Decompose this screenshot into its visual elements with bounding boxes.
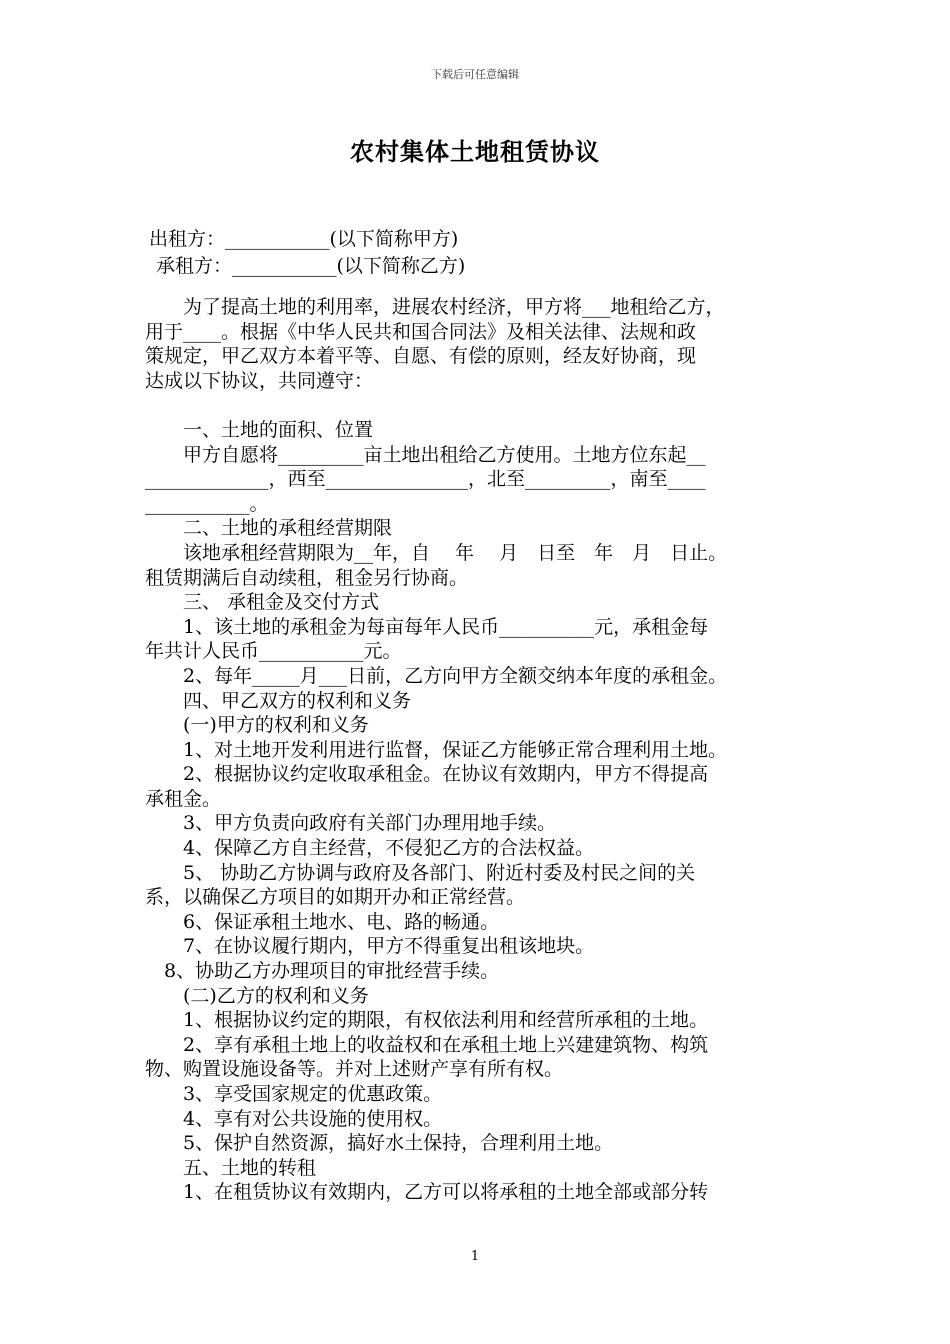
body-line: 承租金。 — [145, 787, 222, 810]
page-number: 1 — [470, 1249, 480, 1264]
body-line: 该地承租经营期限为__年，自 年 月 日至 年 月 日止。 — [145, 541, 728, 564]
blank-line — [145, 393, 815, 418]
body-line: 2、根据协议约定收取承租金。在协议有效期内，甲方不得提高 — [145, 763, 709, 786]
body-line: 1、对土地开发利用进行监督，保证乙方能够正常合理利用土地。 — [145, 738, 728, 761]
body-line: _____________，西至_______________，北至_________，南至____ — [145, 468, 706, 491]
body-line: 7、在协议履行期内，甲方不得重复出租该地块。 — [145, 935, 595, 958]
body-line: 8、协助乙方办理项目的审批经营手续。 — [145, 960, 500, 983]
body-line: 2、每年_____月___日前，乙方向甲方全额交纳本年度的承租金。 — [145, 664, 728, 687]
document-title: 农村集体土地租赁协议 — [350, 138, 600, 166]
body-line: 5、保护自然资源，搞好水土保持，合理利用土地。 — [145, 1132, 614, 1155]
body-line: 1、在租赁协议有效期内，乙方可以将承租的土地全部或部分转 — [145, 1181, 709, 1204]
body-line: 租赁期满后自动续租，租金另行协商。 — [145, 566, 469, 589]
body-line: 4、保障乙方自主经营，不侵犯乙方的合法权益。 — [145, 837, 595, 860]
body-line: 4、享有对公共设施的使用权。 — [145, 1107, 443, 1130]
body-line: 达成以下协议，共同遵守： — [145, 369, 374, 392]
lessee-line: 承租方：___________(以下简称乙方) — [156, 255, 466, 277]
body-line: ___________。 — [145, 492, 269, 515]
body-line: (一)甲方的权利和义务 — [145, 714, 369, 737]
body-line: 系，以确保乙方项目的如期开办和正常经营。 — [145, 886, 526, 909]
body-line: 1、根据协议约定的期限，有权依法利用和经营所承租的土地。 — [145, 1009, 709, 1032]
body-line: 5、 协助乙方协调与政府及各部门、附近村委及村民之间的关 — [145, 861, 696, 884]
body-line: 6、保证承租土地水、电、路的畅通。 — [145, 910, 500, 933]
body-line: 3、享受国家规定的优惠政策。 — [145, 1083, 443, 1105]
body-line: 为了提高土地的利用率，进展农村经济，甲方将___地租给乙方， — [145, 296, 725, 318]
body-line: 策规定，甲乙双方本着平等、自愿、有偿的原则，经友好协商，现 — [145, 345, 697, 368]
lessor-line: 出租方：___________(以下简称甲方) — [149, 228, 459, 250]
body-line: 3、甲方负责向政府有关部门办理用地手续。 — [145, 812, 557, 835]
body-line: 一、土地的面积、位置 — [145, 418, 374, 441]
body-line: 1、该土地的承租金为每亩每年人民币__________元，承租金每 — [145, 615, 709, 638]
body-line: 四、甲乙双方的权利和义务 — [145, 689, 412, 712]
body-line: 二、土地的承租经营期限 — [145, 517, 393, 540]
agreement-body — [145, 295, 815, 1205]
body-line: 三、 承租金及交付方式 — [145, 591, 380, 614]
body-line: 物、购置设施设备等。并对上述财产享有所有权。 — [145, 1058, 564, 1081]
body-line: 2、享有承租土地上的收益权和在承租土地上兴建建筑物、构筑 — [145, 1033, 709, 1056]
header-note: 下载后可任意编辑 — [431, 68, 519, 81]
body-line: 年共计人民币___________元。 — [145, 640, 402, 663]
body-line: (二)乙方的权利和义务 — [145, 984, 369, 1007]
body-line: 甲方自愿将_________亩土地出租给乙方使用。土地方位东起__ — [145, 443, 706, 466]
body-line: 用于____。根据《中华人民共和国合同法》及相关法律、法规和政 — [145, 320, 697, 343]
body-line: 五、土地的转租 — [145, 1156, 317, 1179]
